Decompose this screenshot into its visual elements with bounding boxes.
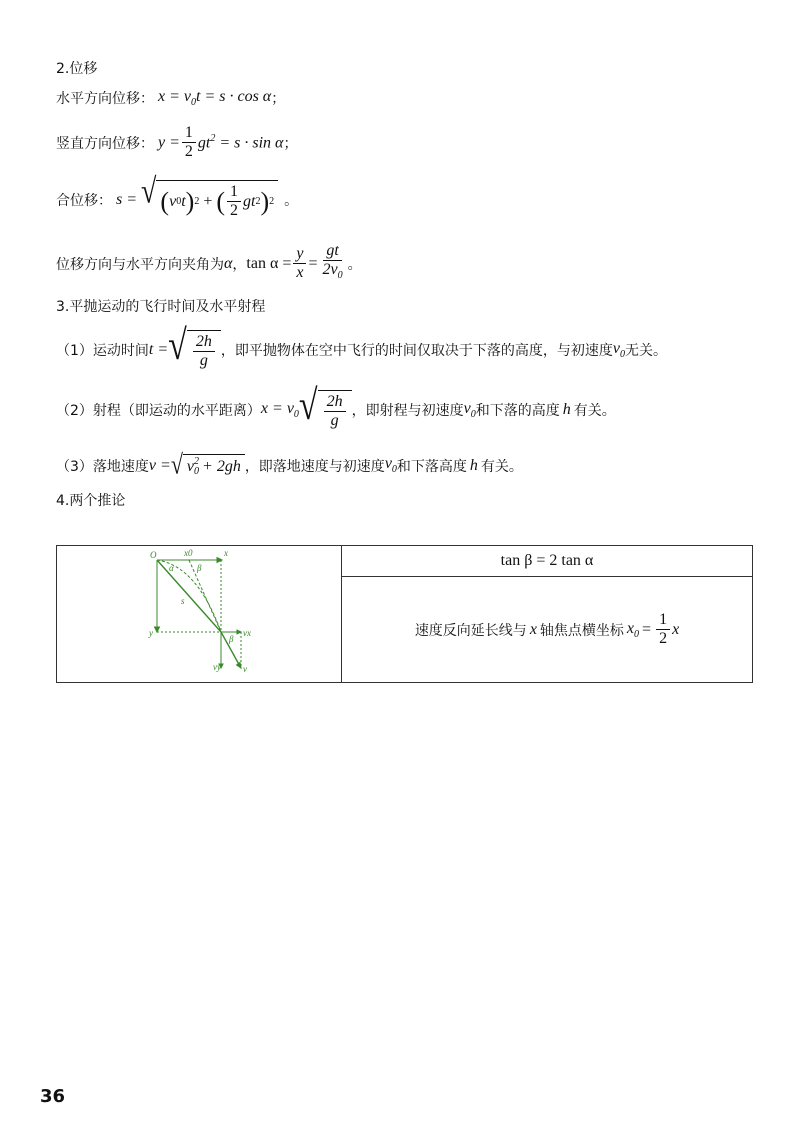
vertical-frac-num: 1 (182, 124, 196, 143)
vx-arrow (237, 630, 241, 634)
conclusion-end-x: x (672, 620, 680, 638)
section-2-title-text: 2.位移 (56, 61, 98, 77)
label-vx: vx (243, 628, 251, 638)
total-label: 合位移： (56, 193, 112, 209)
item-1-v0-text: v (612, 339, 620, 357)
page-number: 36 (40, 1086, 66, 1107)
item-3-text: ，即落地速度与初速度 (244, 458, 385, 475)
item-2-var: $x = v_0$ (260, 399, 299, 421)
item-2-mid: 和下落的高度 (475, 403, 560, 419)
item-2-prefix: （2）射程（即运动的水平距离） (56, 403, 261, 419)
vertical-label: 竖直方向位移： (56, 135, 154, 152)
direction-tan: tan α = (246, 254, 292, 272)
item-3-v0: $v_0$ (384, 455, 397, 476)
item-2-sqrt-body (318, 390, 352, 430)
total-displacement-line (56, 172, 299, 220)
direction-alpha: α (224, 254, 233, 272)
conclusion-text-a: 速度反向延长线与 (414, 622, 527, 639)
item-2-v0: $v_0$ (463, 399, 476, 421)
item-3-mid: 和下落高度 (396, 458, 467, 475)
item-1-sqrt (168, 322, 221, 370)
item-3-sqrt-body: v 2 0 + 2gh (183, 454, 245, 477)
direction-frac2 (320, 242, 346, 285)
label-v: v (243, 664, 247, 674)
conclusion-content: 速度反向延长线与 x 轴焦点横坐标 $x_0$ = $\frac{1}{2}$ x (414, 611, 680, 648)
section-3-title (56, 296, 265, 316)
horizontal-eq-b: t = s · cos α (196, 88, 272, 105)
item-2-num: 2h (324, 393, 346, 412)
direction-line (56, 242, 362, 285)
item-3-sqrt (170, 448, 245, 480)
item-3-prefix: （3）落地速度 (56, 458, 149, 475)
section-4-title (56, 490, 125, 510)
item-1-tail: 无关。 (624, 343, 667, 359)
item-3-v0-text: v (384, 455, 392, 473)
vertical-rhs-b: = s · sin α (215, 134, 284, 152)
direction-frac2-num: gt (323, 242, 341, 261)
formula-cell (342, 546, 753, 577)
item-3-line (56, 448, 523, 480)
sqrt-sign: √ (298, 382, 318, 429)
item-1-var: t = (148, 341, 169, 358)
conclusion-frac-den: 2 (659, 630, 668, 648)
horizontal-eq: $x = v_0t = s \cdot \cos \alpha$ (158, 88, 272, 109)
item-2-sqrt (298, 382, 352, 430)
direction-frac2-den: $2v_0$ (322, 261, 343, 282)
item-1-v0: $v_0$ (612, 339, 625, 361)
item-2-tail: 有关。 (573, 403, 616, 419)
item-2-h: h (562, 401, 571, 418)
item-3-body-v: v (186, 458, 195, 475)
label-beta: β (197, 563, 202, 573)
horizontal-label: 水平方向位移： (56, 91, 154, 108)
total-sqrt (141, 172, 278, 220)
diagram-cell (57, 546, 342, 683)
conclusion-x0: $x_0$ (626, 619, 640, 640)
conclusion-frac-num: 1 (656, 611, 670, 630)
vertical-displacement-line (56, 124, 297, 161)
conclusion-cell (342, 577, 753, 683)
total-sqrt-body: ( v 0 t ) 2 + ( $\frac{1}{2}$ gt 2 ) 2 (156, 180, 278, 220)
horizontal-eq-a: x = v (158, 88, 191, 105)
item-1-num: 2h (193, 333, 215, 352)
label-x0: x0 (184, 548, 193, 558)
item-1-line (56, 322, 667, 370)
item-1-den: g (199, 352, 208, 369)
item-3-tail: 有关。 (480, 458, 523, 475)
label-alpha: α (169, 563, 174, 573)
conclusion-x: x (529, 620, 537, 638)
horizontal-displacement-line (56, 88, 285, 108)
direction-frac1 (293, 245, 306, 282)
vertical-rhs-a: gt (197, 134, 211, 152)
item-1-text: ，即平抛物体在空中飞行的时间仅取决于下落的高度，与初速度 (220, 343, 613, 359)
section-2-title (56, 58, 97, 78)
label-vy: vy (213, 662, 221, 672)
item-2-v0-text: v (463, 399, 471, 417)
velocity-extension (189, 560, 221, 632)
item-2-line (56, 382, 616, 430)
label-x: x (224, 548, 228, 558)
sqrt-sign: √ (170, 448, 183, 480)
vertical-lhs: y = (158, 133, 180, 151)
sqrt-sign: √ (141, 172, 157, 212)
corollary-formula: tan β = 2 tan α (500, 552, 594, 570)
section-3-title-text: 3.平抛运动的飞行时间及水平射程 (56, 299, 266, 315)
conclusion-text-b: 轴焦点横坐标 (539, 622, 624, 639)
label-beta2: β (229, 634, 234, 644)
label-s: s (181, 596, 185, 606)
direction-label: 位移方向与水平方向夹角为 (56, 256, 224, 273)
corollary-table (56, 545, 753, 683)
v-arrow (237, 663, 242, 669)
direction-frac1-num: y (293, 245, 306, 264)
vertical-fraction (182, 124, 196, 161)
label-O: O (150, 550, 157, 560)
item-3-h: h (469, 456, 478, 474)
horizontal-end: ； (271, 91, 286, 108)
total-end: 。 (284, 193, 299, 209)
vertical-end: ； (283, 135, 298, 152)
item-1-sqrt-body (187, 330, 221, 370)
displacement-line (157, 560, 221, 632)
y-axis-arrow (155, 627, 160, 632)
direction-frac1-den: x (296, 264, 304, 282)
conclusion-x0-text: x (626, 619, 635, 637)
direction-eq: = (308, 254, 318, 272)
vertical-rhs: $gt^2 = s \cdot \sin \alpha$ (197, 132, 284, 152)
total-lhs: s = (116, 191, 138, 208)
section-4-title-text: 4.两个推论 (56, 493, 126, 509)
label-y: y (149, 628, 153, 638)
item-1-prefix: （1）运动时间 (56, 343, 149, 359)
item-3-body-rest: + 2gh (202, 458, 241, 475)
sqrt-sign: √ (168, 322, 187, 369)
direction-comma: ， (232, 256, 247, 273)
direction-frac2-den-text: 2v (322, 261, 338, 278)
item-3-var: v = (148, 456, 171, 474)
vertical-frac-den: 2 (184, 143, 193, 160)
conclusion-fraction (656, 611, 670, 648)
item-2-text: ，即射程与初速度 (351, 403, 464, 419)
item-2-den: g (330, 412, 339, 429)
item-2-var-text: x = v (260, 399, 294, 417)
direction-end: 。 (347, 256, 362, 273)
projectile-diagram (57, 546, 341, 682)
